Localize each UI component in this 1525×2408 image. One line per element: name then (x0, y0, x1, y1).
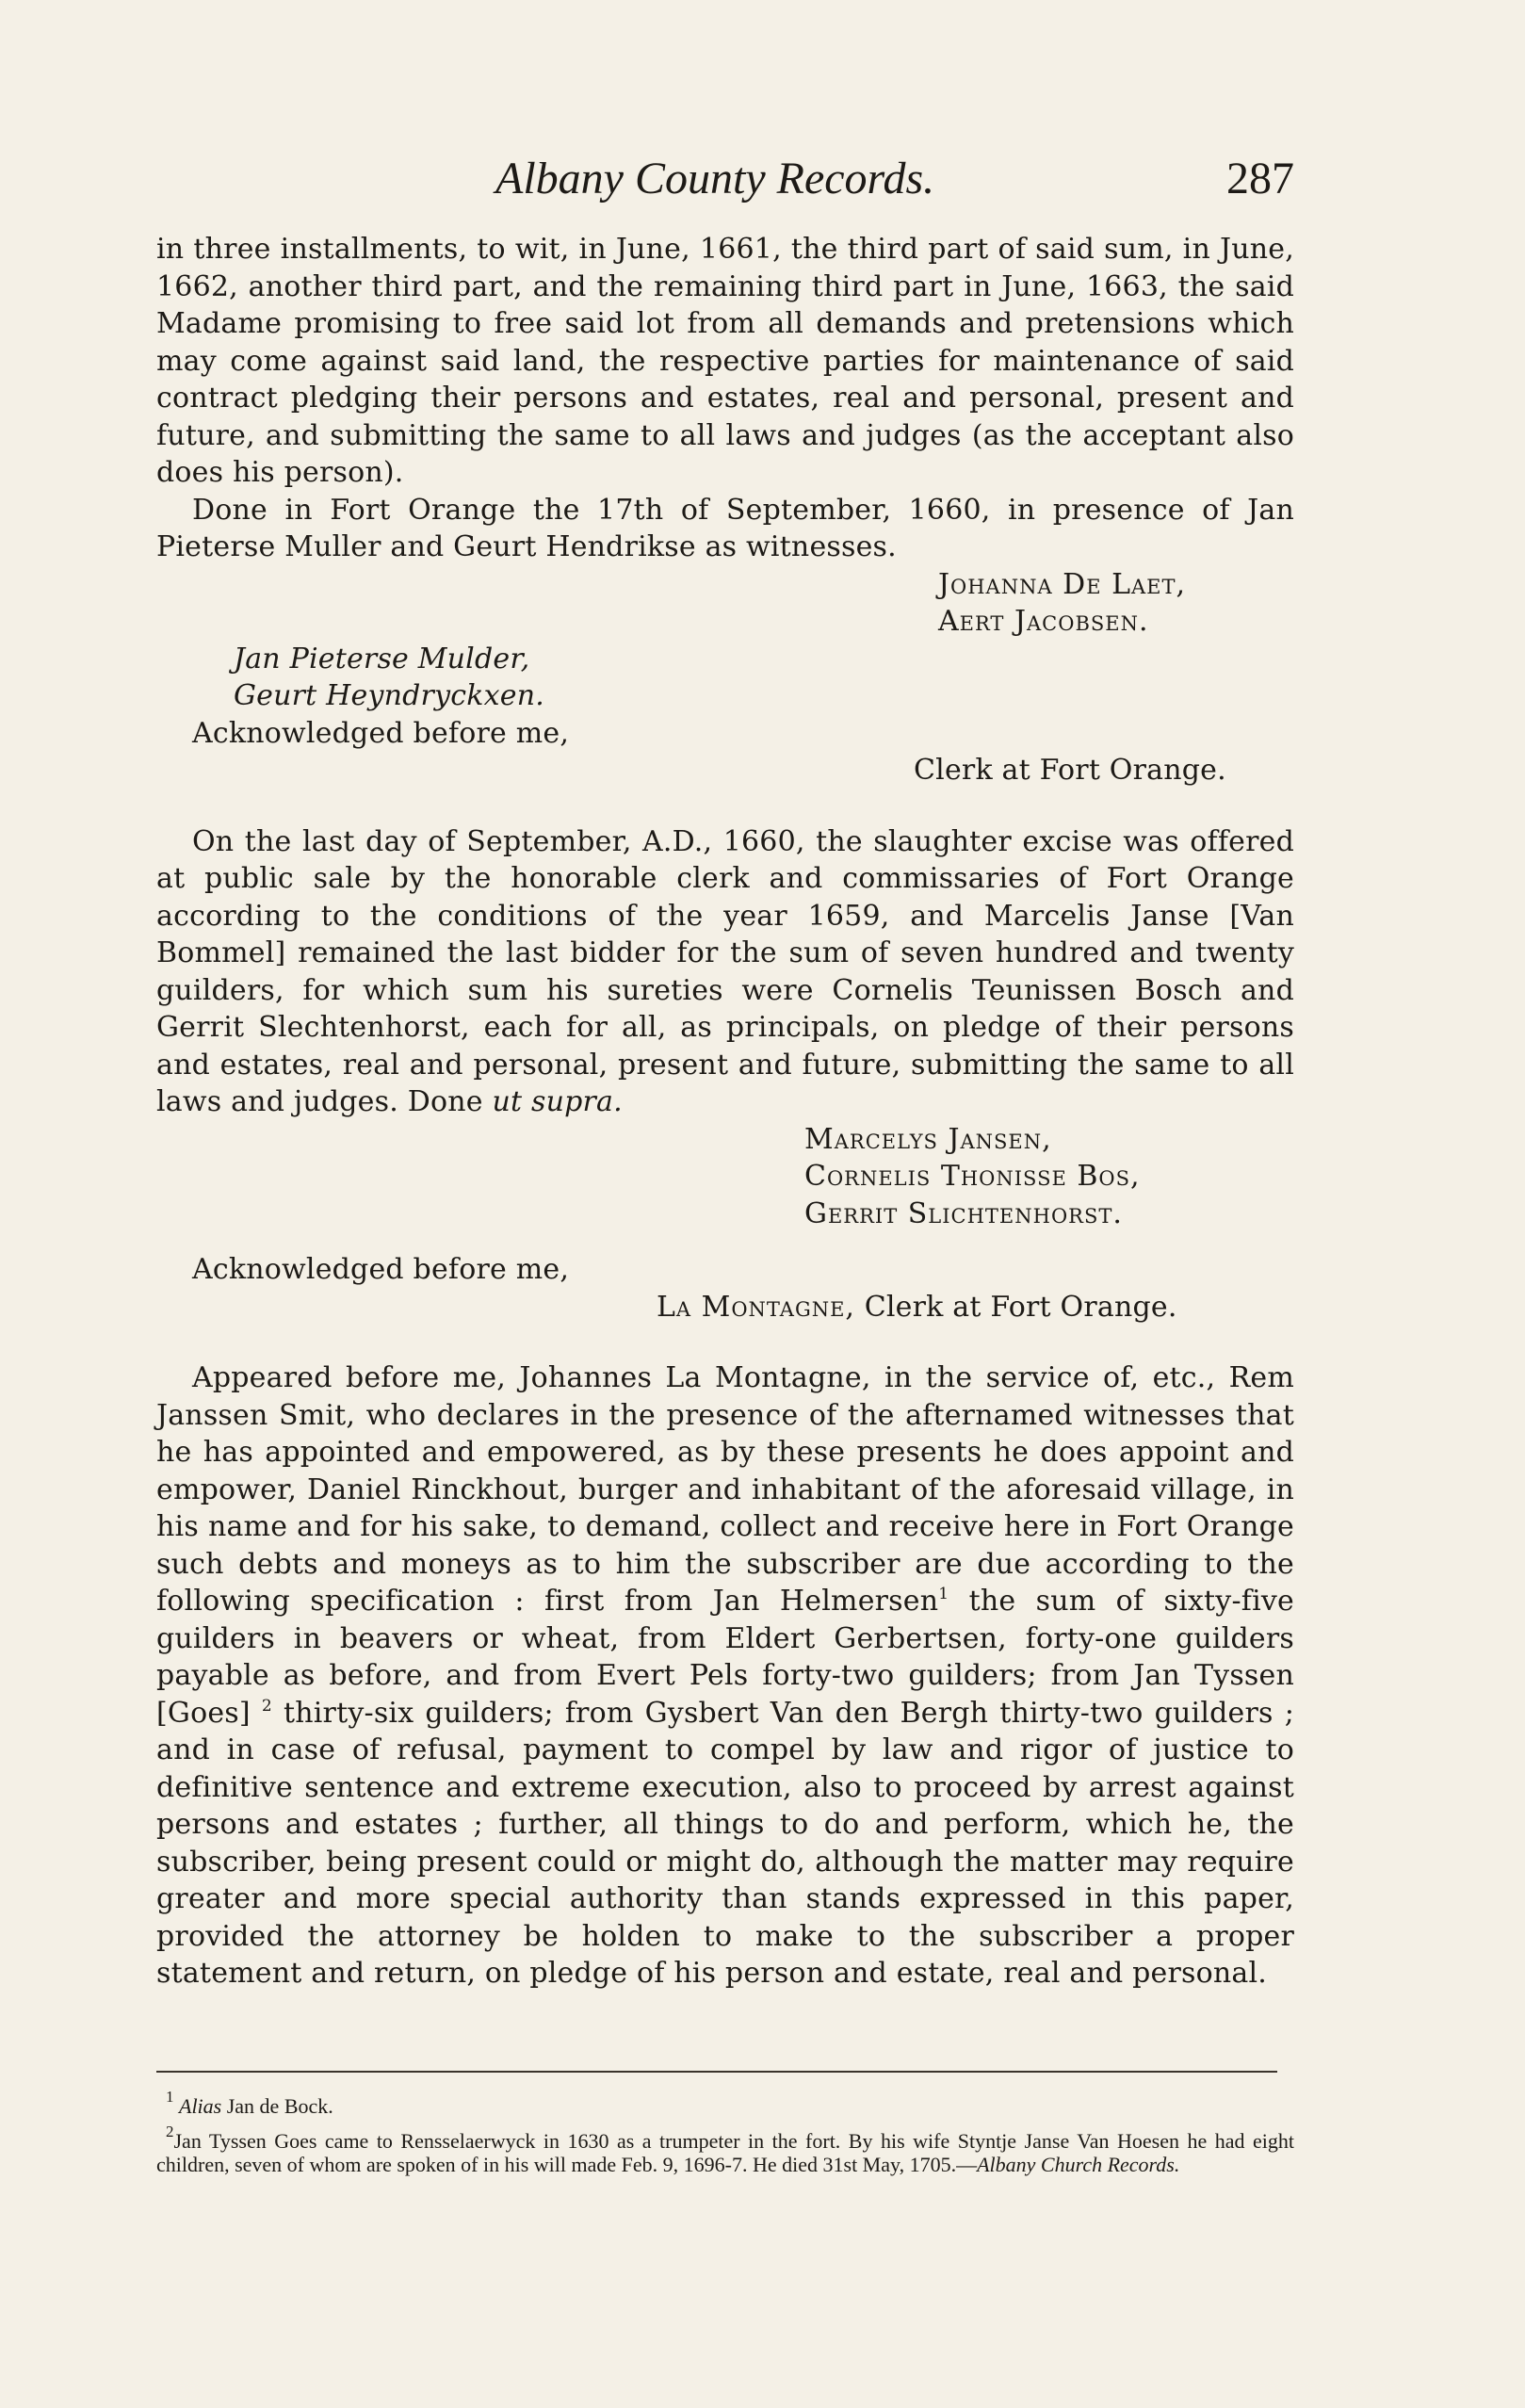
attorney-text-part1: Appeared before me, Johannes La Montagne, in the service of, etc., Rem Janssen Smit, who declares in the presence of the afternamed witnesses that he has appointed and empowered, as by these presents he does appoint and empower, Daniel Rinckhout, burger and inhabitant of the aforesaid village, in his name and for his sake, to demand, collect and receive here in Fort Orange such debts and moneys as to him the subscriber are due according to the following specification : first from Jan Helmersen (156, 1361, 1294, 1618)
footnote-1-alias: Alias (179, 2094, 222, 2118)
signer-cornelis-thonisse-bos: Cornelis Thonisse Bos, (804, 1160, 1141, 1193)
ut-supra: ut supra. (492, 1085, 623, 1118)
section-gap (156, 789, 1294, 823)
clerk-name: La Montagne, (657, 1290, 855, 1324)
signer-marcelys-jansen: Marcelys Jansen, (804, 1122, 1052, 1156)
clerk-line: Clerk at Fort Orange. (914, 754, 1226, 787)
page-number: 287 (1226, 154, 1294, 203)
clerk-title: Clerk at Fort Orange. (864, 1290, 1177, 1324)
signer-gerrit-slichtenhorst: Gerrit Slichtenhorst. (804, 1196, 1123, 1230)
attorney-text-part3: thirty-six guilders; from Gysbert Van den Bergh thirty-two guilders ; and in case of refusal, payment to compel by law and rigor of justice to definitive sentence and extreme execution, also to proceed by arrest against persons and estates ; further, all things to do and perform, which he, the subscriber, being present could or might do, although the matter may require greater and more special authority than stands expressed in this paper, provided the attorney be holden to make to the subscriber a proper statement and return, on pledge of his person and estate, real and personal. (156, 1696, 1295, 1990)
section-gap (156, 1326, 1294, 1359)
footnote-1-mark: 1 (166, 2088, 174, 2106)
running-title: Albany County Records. (495, 154, 935, 203)
footnote-ref-1: 1 (938, 1585, 949, 1603)
signer-aert-jacobsen: Aert Jacobsen. (938, 605, 1149, 638)
signature-block-2 (156, 1121, 1294, 1326)
witness-jan-pieterse-mulder: Jan Pieterse Mulder, (234, 642, 530, 675)
footnote-gap (156, 2118, 1294, 2129)
slaughter-excise-text: On the last day of September, A.D., 1660, the slaughter excise was offered at public sale by the honorable clerk and commissaries of Fort Orange according to the conditions of the year 1659, and Marcelis Janse [Van Bommel] remained the last bidder for the sum of seven hundred and twenty guilders, for which sum his sureties were Cornelis Teunissen Bosch and Gerrit Slechtenhorst, each for all, as principals, on pledge of their persons and estates, real and personal, present and future, submitting the same to all laws and judges. (156, 824, 1294, 1118)
signer-johanna-de-laet: Johanna De Laet, (938, 567, 1187, 601)
footnote-2-text: Jan Tyssen Goes came to Rensselaerwyck in 1630 as a trumpeter in the fort. By his wife Styntje Janse Van Hoesen he had eight children, seven of whom are spoken of in his will made Feb. 9, 1696-7. He died 31st May, 1705.— (156, 2129, 1294, 2176)
footnote-ref-2: 2 (261, 1696, 272, 1716)
footnote-1 (156, 2088, 1294, 2118)
paragraph-installments: in three installments, to wit, in June, 1661, the third part of said sum, in June, 1662, another third part, and the remaining third part in June, 1663, the said Madame promising to free said lot from all demands and pretensions which may come against said land, the respective parties for maintenance of said contract pledging their persons and estates, real and personal, present and future, and submitting the same to all laws and judges (as the acceptant also does his person). (156, 233, 1294, 489)
signature-block-1 (156, 566, 1294, 789)
witness-geurt-heyndryckxen: Geurt Heyndryckxen. (234, 679, 544, 712)
footnote-1-text: Jan de Bock. (221, 2094, 333, 2118)
done-word: Done (407, 1085, 483, 1118)
page-header (156, 151, 1294, 217)
footnote-divider (156, 2071, 1277, 2073)
paragraph-power-of-attorney (156, 1359, 1294, 1993)
body-text (156, 231, 1294, 1993)
acknowledged-line: Acknowledged before me, (192, 716, 570, 750)
paragraph-slaughter-excise (156, 823, 1294, 1121)
footnote-2-mark: 2 (166, 2123, 174, 2140)
clerk-la-montagne-line (156, 1289, 1294, 1326)
footnote-2-source: Albany Church Records. (977, 2153, 1180, 2176)
attorney-text-part2: the sum of sixty-five guilders in beavers or wheat, from Eldert Gerbertsen, forty-one guilders payable as before, and from Evert Pels forty-two guilders; from Jan Tyssen [Goes] (156, 1585, 1294, 1730)
footnotes (156, 2088, 1294, 2176)
acknowledged-line: Acknowledged before me, (192, 1253, 570, 1286)
paragraph-done-fort-orange: Done in Fort Orange the 17th of September, 1660, in presence of Jan Pieterse Muller and Geurt Hendrikse as witnesses. (156, 493, 1294, 563)
signature-gap (156, 1232, 1294, 1251)
footnote-2 (156, 2123, 1294, 2176)
